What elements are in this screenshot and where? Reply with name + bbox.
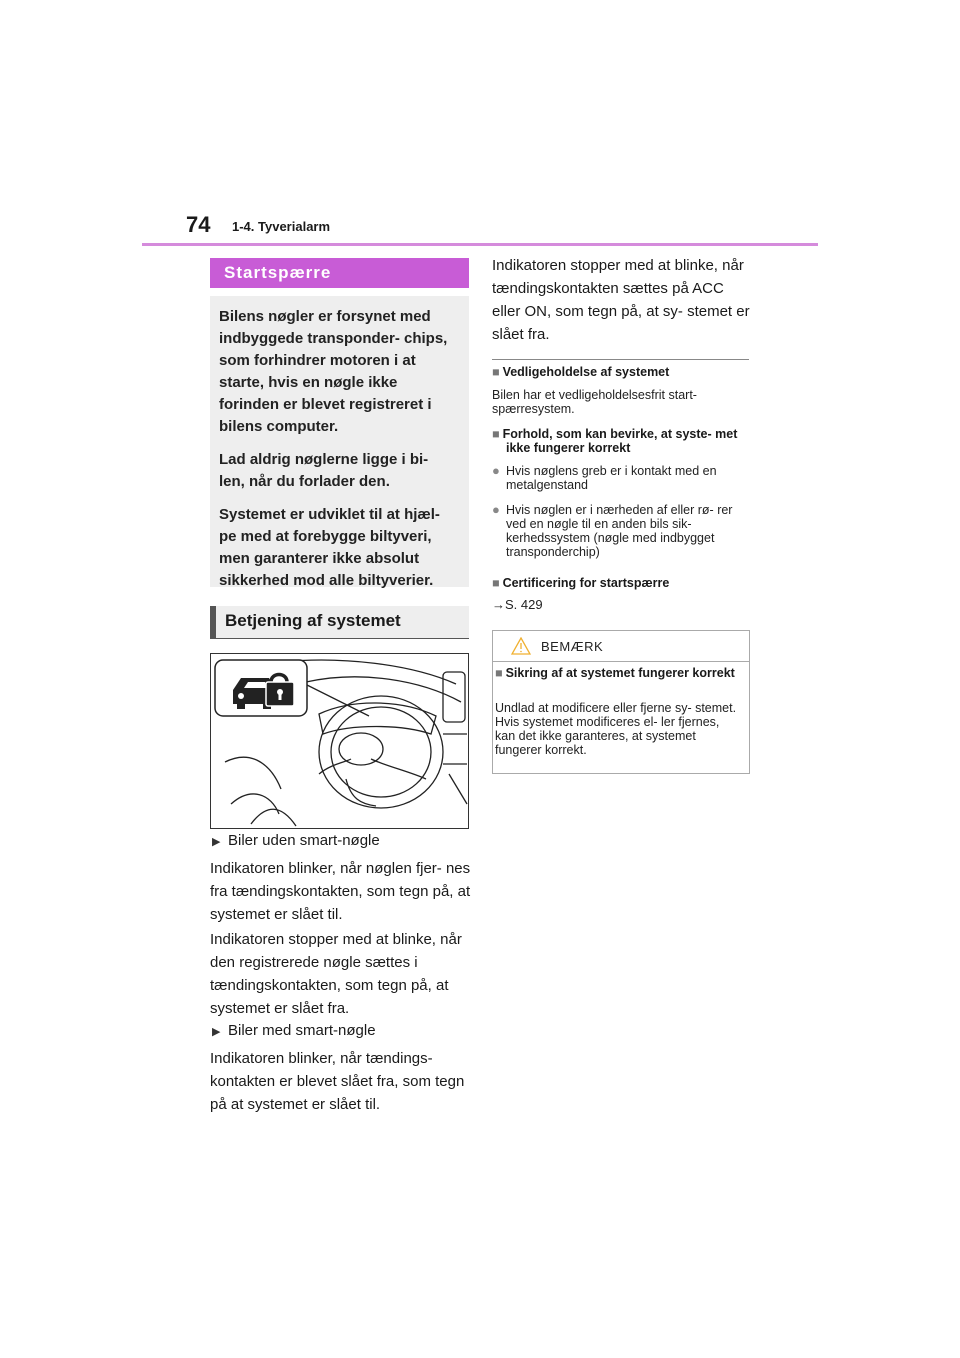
info-paragraph-3: Systemet er udviklet til at hjæl- pe med at forebygge biltyveri, men garanterer ikke absolut sikkerhed mod alle biltyverier. xyxy=(219,506,440,589)
notice-heading xyxy=(495,666,735,680)
steering-lower-spoke xyxy=(346,779,376,806)
heading-text: Forhold, som kan bevirke, at syste- met ikke fungerer korrekt xyxy=(502,427,738,455)
dash-line-2 xyxy=(306,677,461,702)
right-panel-lines xyxy=(443,734,467,804)
steering-hub xyxy=(339,733,383,765)
paragraph-intro-right: Indikatoren stopper med at blinke, når tændingskontakten sættes på ACC eller ON, som tegn på, at sy- stemet er slået fra. xyxy=(492,257,750,343)
cert-page-reference[interactable]: →S. 429 xyxy=(492,597,543,612)
left-seat-line-2 xyxy=(231,794,279,814)
info-paragraph-1: Bilens nøgler er forsynet med indbyggede transponder- chips, som forhindrer motoren i at starte, hvis en nøgle ikke forinden er blevet registreret i bilens computer. xyxy=(219,308,448,435)
right-divider xyxy=(492,359,749,360)
text-vedligehold: Bilen har et vedligeholdelsesfrit start- spærresystem. xyxy=(492,388,697,416)
square-bullet-icon: ■ xyxy=(492,427,500,441)
section-title: 1-4. Tyverialarm xyxy=(232,219,331,234)
item-text: Hvis nøglen er i nærheden af eller rø- rer ved en nøgle til en anden bils sik- kerhedssystem (nøgle med indbygget transponderchip) xyxy=(506,503,733,559)
bullet-without-smartkey xyxy=(212,830,380,853)
startspaerre-info-box xyxy=(210,296,469,587)
dashboard-drawing xyxy=(211,654,468,828)
left-seat-line xyxy=(225,757,281,789)
paragraph-blinker-2: Indikatoren blinker, når tændings- kontakten er blevet slået fra, som tegn på at systemet er slået til. xyxy=(210,1050,465,1113)
betjening-heading: Betjening af systemet xyxy=(210,606,469,639)
forhold-item-1 xyxy=(492,464,750,492)
forhold-item-2 xyxy=(492,503,750,559)
round-bullet-icon: ● xyxy=(492,502,500,517)
heading-vedligehold xyxy=(492,365,752,379)
dashboard-illustration xyxy=(210,653,469,829)
notice-box xyxy=(492,630,750,774)
bullet-with-smartkey xyxy=(212,1020,376,1043)
square-bullet-icon: ■ xyxy=(492,576,500,590)
page-number: 74 xyxy=(186,212,211,237)
header-rule xyxy=(142,243,818,246)
heading-text: Certificering for startspærre xyxy=(502,576,670,590)
bullet-triangle-icon: ▶ xyxy=(212,836,221,848)
steering-wheel-inner xyxy=(331,707,431,797)
notice-text: Undlad at modificere eller fjerne sy- stemet. Hvis systemet modificeres el- ler fjernes, kan det ikke garanteres, at systemet fungerer korrekt. xyxy=(495,701,737,757)
paragraph-blinker-1: Indikatoren blinker, når nøglen fjer- nes fra tændingskontakten, som tegn på, at systemet er slået til. xyxy=(210,860,471,923)
heading-text: Vedligeholdelse af systemet xyxy=(502,365,670,379)
bullet-label: Biler uden smart-nøgle xyxy=(228,832,380,849)
startspaerre-heading: Startspærre xyxy=(210,258,469,288)
round-bullet-icon: ● xyxy=(492,463,500,478)
square-bullet-icon: ■ xyxy=(495,666,503,680)
info-paragraph-2: Lad aldrig nøglerne ligge i bi- len, når du forlader den. xyxy=(219,451,429,490)
left-lower-line xyxy=(251,809,296,826)
heading-text: Sikring af at systemet fungerer korrekt xyxy=(505,666,735,680)
item-text: Hvis nøglens greb er i kontakt med en metalgenstand xyxy=(506,464,717,492)
paragraph-stop-blink: Indikatoren stopper med at blinke, når den registrerede nøgle sættes i tændingskontakten, som tegn på, at systemet er slået fra. xyxy=(210,931,462,1017)
notice-label: BEMÆRK xyxy=(541,639,604,654)
heading-forhold xyxy=(492,427,752,455)
square-bullet-icon: ■ xyxy=(492,365,500,379)
warning-triangle-icon xyxy=(511,637,531,655)
bullet-label: Biler med smart-nøgle xyxy=(228,1022,376,1039)
notice-header xyxy=(493,631,749,662)
steering-wheel-outer xyxy=(319,696,443,808)
bullet-triangle-icon: ▶ xyxy=(212,1026,221,1038)
heading-certificering xyxy=(492,576,752,590)
